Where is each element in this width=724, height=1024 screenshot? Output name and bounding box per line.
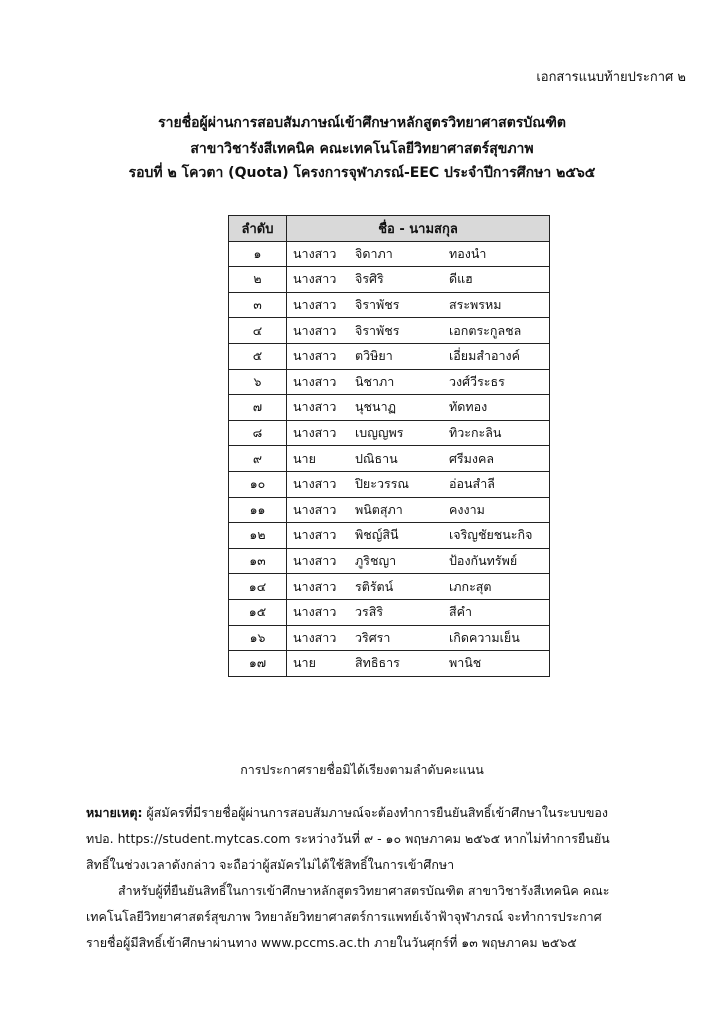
first-name: พนิตสุภา bbox=[355, 501, 403, 517]
row-number: ๙ bbox=[229, 446, 287, 472]
document-reference: เอกสารแนบท้ายประกาศ ๒ bbox=[536, 70, 686, 85]
remarks-line-6: รายชื่อผู้มีสิทธิ์เข้าศึกษาผ่านทาง www.pccms.ac.th ภายในวันศุกร์ที่ ๑๓ พฤษภาคม ๒๕๖๕ bbox=[86, 935, 577, 950]
table-row bbox=[229, 420, 550, 446]
table-row bbox=[229, 574, 550, 600]
remarks-line-3: สิทธิ์ในช่วงเวลาดังกล่าว จะถือว่าผู้สมัครไม่ได้ใช้สิทธิ์ในการเข้าศึกษา bbox=[86, 857, 455, 872]
row-number: ๑๗ bbox=[229, 651, 287, 677]
first-name: พิชญ์สินี bbox=[355, 527, 399, 543]
last-name: ศรีมงคล bbox=[449, 450, 495, 466]
row-name-cell bbox=[287, 318, 550, 344]
first-name: วรสิริ bbox=[355, 604, 384, 620]
name-prefix: นางสาว bbox=[293, 399, 337, 415]
row-number: ๑ bbox=[229, 241, 287, 267]
name-prefix: นางสาว bbox=[293, 578, 337, 594]
last-name: สระพรหม bbox=[449, 297, 502, 313]
last-name: พานิช bbox=[449, 655, 482, 671]
name-prefix: นางสาว bbox=[293, 553, 337, 569]
row-name-cell bbox=[287, 241, 550, 267]
table-row bbox=[229, 625, 550, 651]
remarks-line-2: ทปอ. https://student.mytcas.com ระหว่างวันที่ ๙ - ๑๐ พฤษภาคม ๒๕๖๕ หากไม่ทำการยืนยัน bbox=[86, 831, 610, 846]
name-prefix: นางสาว bbox=[293, 604, 337, 620]
table-row bbox=[229, 651, 550, 677]
name-prefix: นางสาว bbox=[293, 297, 337, 313]
table-row bbox=[229, 267, 550, 293]
remarks-label: หมายเหตุ: bbox=[86, 805, 143, 820]
row-name-cell bbox=[287, 523, 550, 549]
candidate-table bbox=[228, 215, 550, 677]
name-prefix: นางสาว bbox=[293, 527, 337, 543]
name-prefix: นางสาว bbox=[293, 501, 337, 517]
row-name-cell bbox=[287, 420, 550, 446]
name-prefix: นางสาว bbox=[293, 271, 337, 287]
row-name-cell bbox=[287, 446, 550, 472]
row-number: ๑๓ bbox=[229, 548, 287, 574]
table-row bbox=[229, 446, 550, 472]
name-prefix: นางสาว bbox=[293, 629, 337, 645]
row-number: ๓ bbox=[229, 292, 287, 318]
remarks-text-1: ผู้สมัครที่มีรายชื่อผู้ผ่านการสอบสัมภาษณ์จะต้องทำการยืนยันสิทธิ์เข้าศึกษาในระบบของ bbox=[142, 805, 609, 820]
table-header-row bbox=[229, 216, 550, 242]
first-name: ตวิษิยา bbox=[355, 348, 393, 364]
last-name: อ่อนสำลี bbox=[449, 476, 495, 492]
last-name: วงศ์วีระ​ธร bbox=[449, 373, 505, 389]
ranking-note: การประกาศรายชื่อมิได้เรียงตามลำดับคะแนน bbox=[240, 762, 484, 777]
row-number: ๒ bbox=[229, 267, 287, 293]
row-name-cell bbox=[287, 369, 550, 395]
row-number: ๑๑ bbox=[229, 497, 287, 523]
first-name: รติรัตน์ bbox=[355, 578, 394, 594]
row-number: ๑๐ bbox=[229, 471, 287, 497]
table-row bbox=[229, 343, 550, 369]
last-name: เอี่ยมสำอางค์ bbox=[449, 348, 520, 364]
header-name: ชื่อ - นามสกุล bbox=[287, 216, 550, 242]
remarks-section bbox=[86, 800, 686, 956]
last-name: เกิดความเย็น bbox=[449, 629, 520, 645]
last-name: ป้องกันทรัพย์ bbox=[449, 553, 518, 569]
row-number: ๑๒ bbox=[229, 523, 287, 549]
row-name-cell bbox=[287, 548, 550, 574]
row-name-cell bbox=[287, 599, 550, 625]
remarks-line-5: เทคโนโลยีวิทยาศาสตร์สุขภาพ วิทยาลัยวิทยาศาสตร์การแพทย์เจ้าฟ้าจุฬาภรณ์ จะทำการประกาศ bbox=[86, 909, 602, 924]
name-prefix: นางสาว bbox=[293, 245, 337, 261]
table-row bbox=[229, 599, 550, 625]
row-name-cell bbox=[287, 292, 550, 318]
row-name-cell bbox=[287, 651, 550, 677]
last-name: ทองนำ bbox=[449, 245, 487, 261]
name-prefix: นางสาว bbox=[293, 322, 337, 338]
table-row bbox=[229, 497, 550, 523]
first-name: นิชาภา bbox=[355, 373, 395, 389]
table-row bbox=[229, 471, 550, 497]
table-row bbox=[229, 241, 550, 267]
row-name-cell bbox=[287, 574, 550, 600]
last-name: เจริญชัยชนะกิจ bbox=[449, 527, 533, 543]
table-row bbox=[229, 292, 550, 318]
row-name-cell bbox=[287, 625, 550, 651]
row-number: ๕ bbox=[229, 343, 287, 369]
table-row bbox=[229, 548, 550, 574]
remarks-line-4: สำหรับผู้ที่ยืนยันสิทธิ์ในการเข้าศึกษาหลักสูตรวิทยาศาสตรบัณฑิต สาขาวิชารังสีเทคนิค คณะ bbox=[118, 883, 610, 898]
remarks-line-1 bbox=[86, 800, 686, 826]
last-name: ดีแฮ bbox=[449, 271, 473, 287]
first-name: จิราพัชร bbox=[355, 322, 400, 338]
row-name-cell bbox=[287, 267, 550, 293]
title-line-3: รอบที่ ๒ โควตา (Quota) โครงการจุฬาภรณ์-EEC ประจำปีการศึกษา ๒๕๖๕ bbox=[128, 165, 596, 181]
first-name: ภูริชญา bbox=[355, 553, 397, 569]
row-number: ๗ bbox=[229, 395, 287, 421]
table-row bbox=[229, 523, 550, 549]
first-name: จิดาภา bbox=[355, 245, 393, 261]
name-prefix: นางสาว bbox=[293, 476, 337, 492]
row-name-cell bbox=[287, 395, 550, 421]
title-line-1: รายชื่อผู้ผ่านการสอบสัมภาษณ์เข้าศึกษาหลักสูตรวิทยาศาสตรบัณฑิต bbox=[158, 115, 566, 131]
name-prefix: นางสาว bbox=[293, 373, 337, 389]
row-number: ๔ bbox=[229, 318, 287, 344]
first-name: จิรศิริ bbox=[355, 271, 384, 287]
first-name: ปิยะวรรณ bbox=[355, 476, 410, 492]
row-name-cell bbox=[287, 343, 550, 369]
row-number: ๘ bbox=[229, 420, 287, 446]
first-name: ปณิธาน bbox=[355, 450, 398, 466]
table-row bbox=[229, 318, 550, 344]
first-name: นุชนาฏ bbox=[355, 399, 396, 415]
first-name: จิราพัชร bbox=[355, 297, 400, 313]
last-name: คงงาม bbox=[449, 501, 485, 517]
table-row bbox=[229, 369, 550, 395]
title-line-2: สาขาวิชารังสีเทคนิค คณะเทคโนโลยีวิทยาศาสตร์สุขภาพ bbox=[190, 141, 534, 157]
last-name: ทัดทอง bbox=[449, 399, 488, 415]
name-prefix: นางสาว bbox=[293, 425, 337, 441]
last-name: ทิวะกะลิน bbox=[449, 425, 502, 441]
header-number: ลำดับ bbox=[229, 216, 287, 242]
name-prefix: นาย bbox=[293, 450, 316, 466]
table-body bbox=[229, 241, 550, 676]
row-number: ๑๕ bbox=[229, 599, 287, 625]
first-name: เบญญพร bbox=[355, 425, 404, 441]
name-prefix: นาย bbox=[293, 655, 316, 671]
last-name: เภกะสุต bbox=[449, 578, 492, 594]
row-name-cell bbox=[287, 471, 550, 497]
row-name-cell bbox=[287, 497, 550, 523]
table-row bbox=[229, 395, 550, 421]
row-number: ๖ bbox=[229, 369, 287, 395]
last-name: เอกตระกูลชล bbox=[449, 322, 522, 338]
first-name: สิทธิธาร bbox=[355, 655, 400, 671]
last-name: สีคำ bbox=[449, 604, 473, 620]
first-name: วริศรา bbox=[355, 629, 391, 645]
name-prefix: นางสาว bbox=[293, 348, 337, 364]
row-number: ๑๖ bbox=[229, 625, 287, 651]
row-number: ๑๔ bbox=[229, 574, 287, 600]
